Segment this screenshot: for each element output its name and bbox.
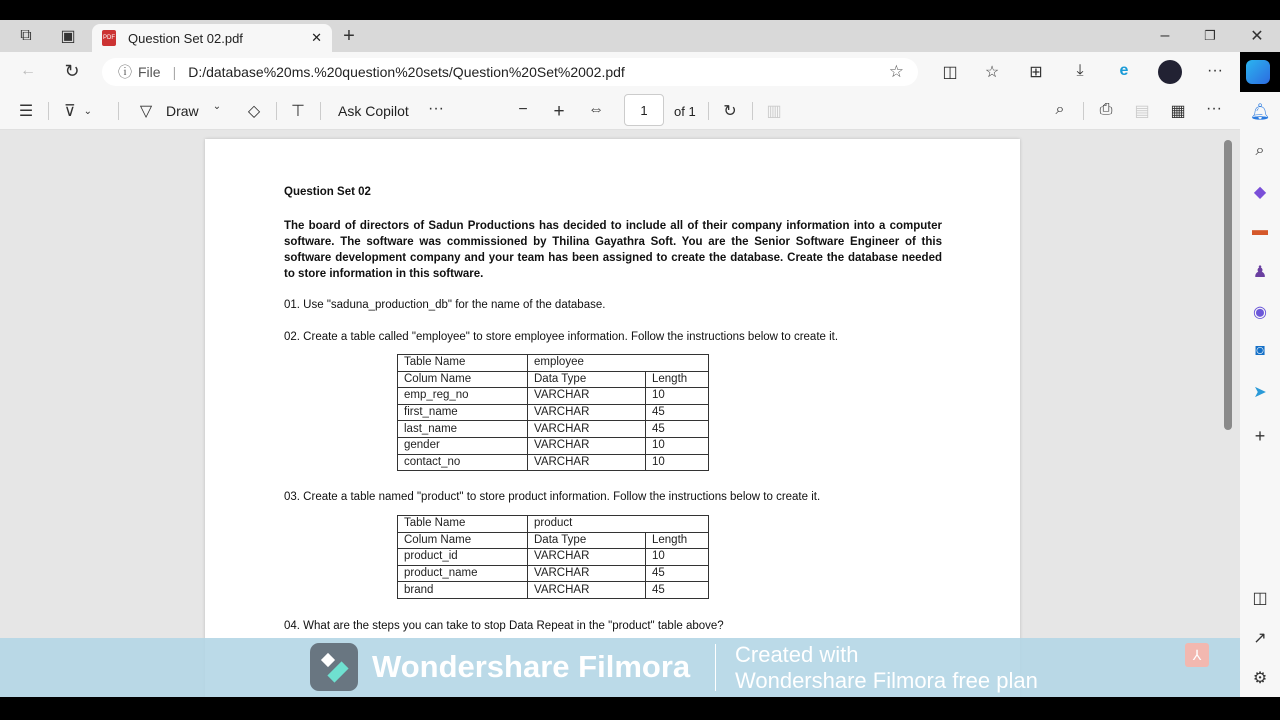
url-bar[interactable] [102,58,918,86]
split-screen-icon[interactable]: ◫ [942,64,958,81]
table-row [398,549,709,566]
tab-actions-icon[interactable]: ▣ [60,28,76,45]
office-icon[interactable]: ◉ [1253,304,1267,321]
table-cell: contact_no [398,454,528,471]
tools-icon[interactable]: ▬ [1252,222,1268,239]
divider [708,102,709,120]
shopping-icon[interactable]: ◆ [1253,184,1267,201]
fit-width-icon[interactable]: ⇔ [588,101,604,118]
draw-button[interactable]: Draw [166,103,199,119]
table-cell: Length [646,371,709,388]
table-cell: product_name [398,565,528,582]
divider [48,102,49,120]
table-cell: 10 [646,454,709,471]
back-icon[interactable]: ← [20,62,36,79]
tab-question-set[interactable] [92,24,332,52]
new-tab-button[interactable]: + [343,24,355,47]
refresh-icon[interactable]: ↻ [64,61,80,81]
divider [752,102,753,120]
pdf-toolbar [0,92,1240,130]
question-1: 01. Use "saduna_production_db" for the name of the database. [284,299,606,311]
table-row [398,421,709,438]
close-tab-icon[interactable]: ✕ [311,30,322,45]
table-cell: 45 [646,582,709,599]
ie-mode-icon[interactable]: e [1119,62,1129,79]
workspaces-icon[interactable]: ⧉ [20,27,32,44]
table-cell: Data Type [528,532,646,549]
file-label: File [138,64,161,80]
table-row [398,582,709,599]
divider [276,102,277,120]
table-row [398,532,709,549]
url-divider: | [172,64,177,80]
restore-button[interactable]: ❐ [1204,28,1216,43]
table-cell: 10 [646,388,709,405]
table-cell: VARCHAR [528,404,646,421]
page-number-input[interactable]: 1 [624,94,664,126]
doc-intro: The board of directors of Sadun Productions has decided to include all of their company information into a computer software. The software was commissioned by Thilina Gayathra Soft. You are the Senior Software Engineer of this software development company and your team has been assigned to create the database. Create the database needed to store information in this software. [284,220,942,280]
hide-sidebar-icon[interactable]: ◫ [1252,590,1268,607]
watermark-divider [715,644,716,691]
minimize-button[interactable]: – [1160,27,1170,44]
table-cell: 10 [646,549,709,566]
table-row [398,454,709,471]
table-cell: Length [646,532,709,549]
info-icon: ⓘ [118,64,132,80]
collections-icon[interactable]: ⊞ [1029,64,1043,81]
filmora-watermark [0,638,1240,697]
table-cell: 10 [646,437,709,454]
table-cell: Data Type [528,371,646,388]
copilot-icon[interactable] [1246,60,1270,84]
table-cell: emp_reg_no [398,388,528,405]
table-cell: VARCHAR [528,421,646,438]
notification-bell-icon[interactable]: 🔔︎ [1249,104,1271,121]
table-cell: Colum Name [398,532,528,549]
table-row [398,404,709,421]
filmora-logo-icon [310,643,358,691]
watermark-line-2: Wondershare Filmora free plan [735,668,1038,693]
edge-sidebar [1240,92,1280,697]
rotate-icon[interactable]: ↻ [723,103,737,120]
question-4: 04. What are the steps you can take to stop Data Repeat in the "product" table above? [284,620,724,632]
text-box-icon[interactable]: ⊤ [291,103,305,120]
table-cell: 45 [646,421,709,438]
table-cell: VARCHAR [528,582,646,599]
pdf-viewport [0,130,1240,697]
watermark-brand-2: Filmora [578,649,691,684]
save-icon[interactable]: ▤ [1134,103,1150,120]
page-total: of 1 [674,104,696,119]
games-icon[interactable]: ♟ [1252,264,1268,281]
table-row [398,388,709,405]
table-row [398,565,709,582]
contents-icon[interactable]: ☰ [18,103,34,120]
table-cell: VARCHAR [528,437,646,454]
table-cell: employee [528,355,709,372]
page-view-icon[interactable]: ▥ [766,103,782,120]
open-external-icon[interactable]: ↗ [1253,630,1267,647]
table-cell: gender [398,437,528,454]
save-as-icon[interactable]: ▦ [1170,103,1186,120]
url-text: D:/database%20ms.%20question%20sets/Question%20Set%2002.pdf [188,64,625,80]
pdf-more-icon[interactable]: ··· [1206,100,1222,117]
table-row [398,355,709,372]
table-cell: 45 [646,404,709,421]
table-cell: Table Name [398,355,528,372]
bottom-bar [0,697,1280,720]
eraser-icon[interactable]: ◇ [247,103,261,120]
tab-title: Question Set 02.pdf [128,30,243,46]
watermark-line-1: Created with [735,642,859,667]
table-cell: first_name [398,404,528,421]
scrollbar-thumb[interactable] [1224,140,1232,430]
divider [118,102,119,120]
table-cell: VARCHAR [528,454,646,471]
draw-chevron-icon[interactable]: ⌄ [212,101,222,112]
print-icon[interactable]: ⎙ [1099,101,1113,118]
zoom-in-icon[interactable]: + [553,101,565,122]
table-cell: Colum Name [398,371,528,388]
table-cell: last_name [398,421,528,438]
download-icon[interactable]: ⤓ [1076,62,1084,79]
doc-title: Question Set 02 [284,186,371,198]
more-tools-icon[interactable]: ··· [428,100,444,117]
add-sidebar-icon[interactable]: + [1254,426,1266,446]
table-cell: product [528,516,709,533]
pdf-icon: PDF [102,30,116,46]
send-icon[interactable]: ➤ [1253,384,1267,401]
divider [1083,102,1084,120]
table-row [398,371,709,388]
close-window-button[interactable]: ✕ [1250,28,1264,45]
draw-icon[interactable]: ▽ [139,103,153,120]
table-cell: product_id [398,549,528,566]
pdf-page [205,139,1020,697]
profile-avatar[interactable] [1158,60,1182,84]
table-row [398,516,709,533]
table-cell: Table Name [398,516,528,533]
product-table [397,515,709,599]
divider [320,102,321,120]
highlight-icon[interactable]: ⊽ ⌄ [63,103,93,120]
question-2: 02. Create a table called "employee" to store employee information. Follow the instructions below to create it. [284,331,839,343]
sidebar-search-icon[interactable]: ⌕ [1255,142,1265,159]
acrobat-icon[interactable]: ⅄ [1185,643,1209,667]
zoom-out-icon[interactable]: − [518,101,528,118]
favorite-star-icon[interactable]: ☆ [888,62,904,81]
table-cell: 45 [646,565,709,582]
outlook-icon[interactable]: ◙ [1255,342,1265,359]
ask-copilot-button[interactable]: Ask Copilot [338,103,409,119]
employee-table [397,354,709,471]
question-3: 03. Create a table named "product" to store product information. Follow the instructions below to create it. [284,491,821,503]
settings-icon[interactable]: ⚙ [1252,670,1268,687]
table-cell: VARCHAR [528,388,646,405]
favorites-icon[interactable]: ☆ [984,64,1000,81]
more-menu-icon[interactable]: ··· [1207,62,1223,79]
table-cell: VARCHAR [528,549,646,566]
find-icon[interactable]: ⌕ [1055,101,1065,118]
table-row [398,437,709,454]
watermark-brand-1: Wondershare [372,649,570,684]
table-cell: VARCHAR [528,565,646,582]
table-cell: brand [398,582,528,599]
